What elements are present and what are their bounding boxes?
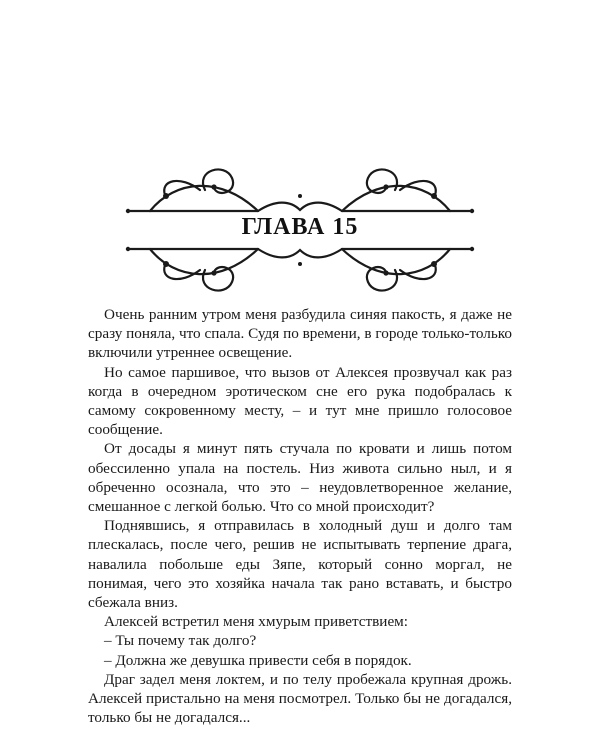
paragraph-5: Алексей встретил меня хмурым приветствием: xyxy=(104,613,409,631)
paragraph-2: Но самое паршивое, что вызов от Алексея прозвучал как раз когда в очередном эротическом сне его рука подобралась к самому сокровенному месту, – и тут мне пришло голосовое сообщение. xyxy=(88,363,512,439)
chapter-body xyxy=(88,305,512,727)
paragraph-4: Поднявшись, я отправилась в холодный душ и долго там плескалась, после чего, решив не испытывать терпение драга, навалила побольше еды Зяпе, который сонно моргал, не понимая, чего это хозяйка начала так рано вставать, и быстро сбежала вниз. xyxy=(88,517,512,612)
chapter-title: ГЛАВА 15 xyxy=(241,214,359,240)
paragraph-3: От досады я минут пять стучала по кровати и лишь потом обессиленно упала на постель. Низ живота сильно ныл, и я обреченно осознала, что это – неудовлетворенное желание, смешанное с легкой болью. Что со мной происходит? xyxy=(88,440,512,516)
dialogue-line-1: – Ты почему так долго? xyxy=(104,632,257,650)
paragraph-6: Драг задел меня локтем, и по телу пробежала крупная дрожь. Алексей пристально на меня посмотрел. Только бы не догадался, только бы не догадался... xyxy=(88,670,512,727)
paragraph-1: Очень ранним утром меня разбудила синяя пакость, я даже не сразу поняла, что спала. Судя по времени, в городе только-только включили утреннее освещение. xyxy=(88,306,512,362)
chapter-ornament xyxy=(0,0,600,300)
dialogue-line-2: – Должна же девушка привести себя в порядок. xyxy=(104,651,412,669)
